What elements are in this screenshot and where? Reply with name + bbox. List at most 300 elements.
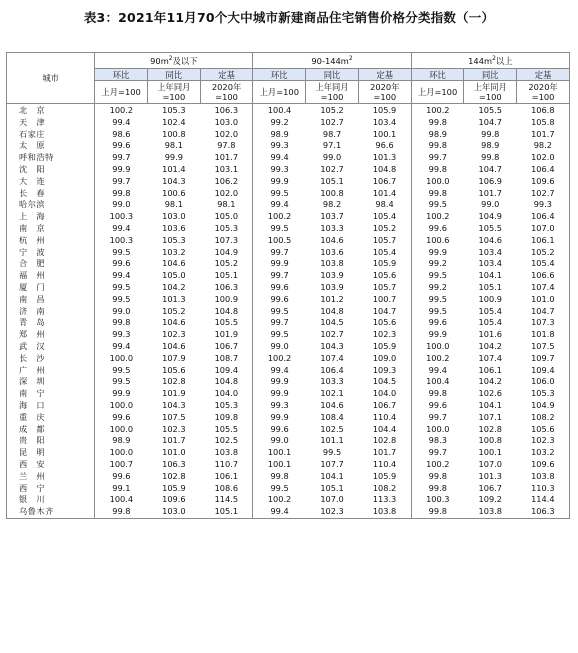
city-name: 呼和浩特 (7, 152, 95, 164)
index-value: 99.8 (411, 506, 464, 518)
index-value: 102.7 (320, 163, 344, 174)
index-value: 100.8 (478, 435, 502, 446)
city-name: 北 京 (7, 104, 95, 117)
index-value: 98.1 (217, 199, 236, 210)
index-value: 106.3 (214, 281, 239, 292)
index-value: 99.8 (481, 152, 500, 163)
index-value: 103.4 (478, 246, 502, 257)
base-same-month-last-year: 上年同月=100 (306, 81, 359, 104)
index-value: 100.7 (372, 293, 397, 304)
index-value: 102.3 (372, 329, 397, 340)
index-value: 100.2 (411, 104, 464, 117)
index-value: 100.0 (411, 176, 464, 188)
index-value: 98.6 (95, 129, 148, 141)
index-value: 99.8 (411, 388, 464, 400)
index-value: 107.9 (162, 352, 186, 363)
index-value: 103.3 (320, 376, 344, 387)
table-row (7, 376, 570, 388)
index-value: 105.1 (320, 175, 344, 186)
table-row (7, 258, 570, 270)
index-value: 105.4 (372, 246, 397, 257)
index-value: 104.3 (162, 175, 186, 186)
index-value: 99.3 (95, 329, 148, 341)
index-value: 106.2 (214, 175, 239, 186)
index-value: 106.0 (517, 376, 570, 388)
index-value: 100.6 (162, 187, 186, 198)
index-value: 99.9 (253, 376, 306, 388)
index-value: 102.8 (162, 376, 186, 387)
index-value: 99.6 (411, 400, 464, 412)
index-value: 107.0 (478, 458, 502, 469)
index-value: 104.2 (478, 340, 502, 351)
index-value: 102.7 (320, 329, 344, 340)
index-value: 100.6 (411, 235, 464, 247)
table-row (7, 341, 570, 353)
index-value: 105.9 (372, 258, 397, 269)
index-value: 100.2 (411, 353, 464, 365)
index-value: 101.8 (517, 329, 570, 341)
index-value: 99.9 (253, 258, 306, 270)
index-value: 105.0 (214, 211, 239, 222)
city-name: 福 州 (7, 270, 95, 282)
subheader-fixed: 定基 (200, 69, 253, 81)
table-row (7, 199, 570, 211)
index-value: 102.1 (320, 388, 344, 399)
index-value: 105.2 (372, 222, 397, 233)
index-value: 105.1 (214, 270, 239, 281)
index-value: 107.5 (517, 341, 570, 353)
index-value: 99.8 (411, 164, 464, 176)
index-value: 100.2 (253, 353, 306, 365)
index-value: 99.6 (411, 223, 464, 235)
city-name: 西 安 (7, 459, 95, 471)
index-value: 105.3 (214, 399, 239, 410)
index-value: 99.6 (253, 424, 306, 436)
index-value: 99.4 (253, 152, 306, 164)
subheader-yoy: 同比 (464, 69, 517, 81)
index-value: 99.8 (411, 483, 464, 495)
index-value: 105.5 (478, 105, 502, 115)
base-year-2020: 2020年=100 (517, 81, 570, 104)
index-value: 105.6 (517, 424, 570, 436)
table-row (7, 306, 570, 318)
base-previous-month: 上月=100 (95, 81, 148, 104)
index-value: 99.6 (253, 282, 306, 294)
city-name: 兰 州 (7, 471, 95, 483)
index-value: 103.0 (147, 506, 200, 518)
index-value: 99.9 (164, 152, 183, 163)
index-value: 109.6 (517, 459, 570, 471)
index-value: 107.4 (517, 282, 570, 294)
index-value: 99.9 (411, 247, 464, 259)
index-value: 100.9 (214, 293, 239, 304)
index-value: 104.9 (478, 211, 502, 222)
index-value: 103.7 (320, 211, 344, 222)
index-value: 106.4 (517, 164, 570, 176)
index-value: 106.3 (214, 105, 239, 115)
index-value: 99.8 (411, 117, 464, 129)
city-name: 南 宁 (7, 388, 95, 400)
index-value: 98.9 (481, 140, 500, 151)
index-value: 100.3 (411, 494, 464, 506)
city-column-header: 城市 (7, 53, 95, 104)
index-value: 105.4 (372, 211, 397, 222)
index-value: 104.3 (162, 399, 186, 410)
index-value: 99.4 (95, 117, 148, 129)
city-name: 贵 阳 (7, 435, 95, 447)
index-value: 104.6 (162, 258, 186, 269)
index-value: 99.3 (517, 199, 570, 211)
subheader-yoy: 同比 (147, 69, 200, 81)
index-value: 109.2 (478, 494, 502, 505)
city-name: 宁 波 (7, 247, 95, 259)
index-value: 99.7 (411, 412, 464, 424)
index-value: 100.8 (162, 128, 186, 139)
city-name: 青 岛 (7, 317, 95, 329)
index-value: 105.4 (517, 258, 570, 270)
city-name: 银 川 (7, 494, 95, 506)
index-value: 104.7 (372, 305, 397, 316)
base-same-month-last-year: 上年同月=100 (464, 81, 517, 104)
index-value: 102.3 (517, 435, 570, 447)
table-row (7, 388, 570, 400)
index-value: 99.9 (95, 388, 148, 400)
index-value: 107.3 (214, 234, 239, 245)
table-row (7, 270, 570, 282)
index-value: 99.7 (95, 176, 148, 188)
subheader-mom: 环比 (95, 69, 148, 81)
table-row (7, 104, 570, 117)
city-name: 乌鲁木齐 (7, 506, 95, 518)
index-value: 99.2 (253, 117, 306, 129)
index-value: 106.1 (517, 235, 570, 247)
table-row (7, 435, 570, 447)
index-value: 114.4 (517, 494, 570, 506)
index-value: 106.7 (478, 482, 502, 493)
index-value: 101.3 (372, 152, 397, 163)
table-title: 表3：2021年11月70个大中城市新建商品住宅销售价格分类指数（一） (83, 10, 495, 25)
table-row (7, 424, 570, 436)
index-value: 106.7 (372, 399, 397, 410)
index-value: 99.6 (411, 317, 464, 329)
index-value: 103.4 (478, 258, 502, 269)
index-value: 110.3 (517, 483, 570, 495)
index-value: 99.8 (95, 188, 148, 200)
index-value: 104.8 (372, 163, 397, 174)
index-value: 103.1 (214, 163, 239, 174)
index-value: 101.7 (372, 447, 397, 458)
table-row (7, 412, 570, 424)
index-value: 104.9 (214, 246, 239, 257)
index-value: 105.5 (214, 317, 239, 328)
index-value: 100.1 (372, 128, 397, 139)
index-value: 101.2 (320, 293, 344, 304)
index-value: 104.1 (478, 399, 502, 410)
index-value: 101.4 (162, 163, 186, 174)
index-value: 98.9 (411, 129, 464, 141)
index-value: 104.7 (478, 163, 502, 174)
index-value: 107.0 (517, 223, 570, 235)
index-value: 104.0 (214, 388, 239, 399)
index-value: 104.8 (214, 305, 239, 316)
index-value: 102.0 (214, 187, 239, 198)
index-value: 107.3 (517, 317, 570, 329)
index-value: 104.6 (320, 399, 344, 410)
index-value: 99.5 (253, 306, 306, 318)
city-name: 哈尔滨 (7, 199, 95, 211)
group-header-small: $90m^2$及以下 (95, 53, 253, 69)
table-row (7, 353, 570, 365)
table-row (7, 223, 570, 235)
index-value: 99.8 (481, 128, 500, 139)
index-value: 105.3 (517, 388, 570, 400)
index-value: 103.8 (517, 471, 570, 483)
table-row (7, 459, 570, 471)
index-value: 106.4 (517, 211, 570, 223)
index-value: 105.4 (478, 305, 502, 316)
index-value: 99.6 (95, 412, 148, 424)
table-row (7, 447, 570, 459)
city-name: 合 肥 (7, 258, 95, 270)
index-value: 102.0 (517, 152, 570, 164)
index-value: 101.3 (478, 470, 502, 481)
index-value: 105.3 (162, 105, 186, 115)
index-value: 102.5 (214, 435, 239, 446)
index-value: 105.3 (162, 234, 186, 245)
table-row (7, 129, 570, 141)
index-value: 99.8 (95, 506, 148, 518)
index-value: 105.1 (320, 482, 344, 493)
city-name: 南 昌 (7, 294, 95, 306)
table-row (7, 400, 570, 412)
index-value: 104.5 (372, 376, 397, 387)
index-value: 105.9 (162, 482, 186, 493)
table-row (7, 329, 570, 341)
index-value: 105.1 (478, 281, 502, 292)
index-value: 107.7 (320, 458, 344, 469)
table-row (7, 506, 570, 518)
table-row (7, 188, 570, 200)
index-value: 102.3 (162, 329, 186, 340)
index-value: 99.5 (411, 294, 464, 306)
index-value: 104.0 (372, 388, 397, 399)
index-value: 100.5 (253, 235, 306, 247)
index-value: 105.2 (214, 258, 239, 269)
city-name: 郑 州 (7, 329, 95, 341)
index-value: 99.1 (95, 483, 148, 495)
index-value: 105.9 (372, 470, 397, 481)
city-name: 重 庆 (7, 412, 95, 424)
index-value: 106.8 (517, 104, 570, 117)
index-value: 105.3 (214, 222, 239, 233)
index-value: 99.7 (411, 152, 464, 164)
index-value: 100.8 (320, 187, 344, 198)
subheader-mom: 环比 (253, 69, 306, 81)
index-value: 99.8 (411, 140, 464, 152)
index-value: 105.0 (162, 270, 186, 281)
index-value: 98.1 (164, 140, 183, 151)
index-value: 103.9 (320, 270, 344, 281)
index-value: 104.6 (320, 234, 344, 245)
index-value: 99.6 (95, 471, 148, 483)
index-value: 109.8 (214, 411, 239, 422)
index-value: 101.7 (162, 435, 186, 446)
city-name: 厦 门 (7, 282, 95, 294)
subheader-fixed: 定基 (358, 69, 411, 81)
city-name: 长 春 (7, 188, 95, 200)
index-value: 97.1 (322, 140, 342, 151)
index-value: 99.0 (481, 199, 500, 210)
index-value: 99.5 (253, 188, 306, 200)
index-value: 100.2 (253, 211, 306, 223)
index-value: 106.7 (372, 175, 397, 186)
index-value: 99.3 (253, 140, 306, 152)
index-value: 104.2 (478, 376, 502, 387)
index-value: 103.3 (320, 222, 344, 233)
index-value: 99.9 (253, 176, 306, 188)
index-value: 98.9 (95, 435, 148, 447)
index-value: 100.2 (253, 494, 306, 506)
index-value: 99.6 (253, 294, 306, 306)
index-value: 99.5 (95, 365, 148, 377)
index-value: 104.8 (214, 376, 239, 387)
index-value: 106.7 (214, 340, 239, 351)
index-value: 104.3 (320, 340, 344, 351)
index-value: 101.4 (372, 187, 397, 198)
index-value: 99.4 (95, 223, 148, 235)
index-value: 99.0 (253, 341, 306, 353)
index-value: 108.2 (517, 412, 570, 424)
index-value: 102.3 (306, 506, 359, 518)
index-value: 100.9 (478, 293, 502, 304)
index-value: 104.6 (162, 340, 186, 351)
index-value: 110.7 (214, 458, 239, 469)
index-value: 99.7 (411, 447, 464, 459)
index-value: 99.7 (253, 270, 306, 282)
index-value: 99.4 (253, 199, 306, 211)
index-value: 107.4 (478, 352, 502, 363)
index-value: 100.0 (95, 353, 148, 365)
index-value: 104.1 (478, 270, 502, 281)
index-value: 99.5 (95, 376, 148, 388)
index-value: 99.4 (95, 341, 148, 353)
price-index-table (6, 52, 570, 519)
index-value: 99.8 (411, 471, 464, 483)
table-row (7, 317, 570, 329)
index-value: 104.7 (517, 306, 570, 318)
table-row (7, 483, 570, 495)
index-value: 109.4 (214, 364, 239, 375)
index-value: 105.7 (372, 234, 397, 245)
index-value: 103.6 (162, 222, 186, 233)
table-row (7, 152, 570, 164)
index-value: 99.2 (411, 258, 464, 270)
city-name: 大 连 (7, 176, 95, 188)
index-value: 98.2 (517, 140, 570, 152)
index-value: 114.5 (214, 494, 239, 505)
index-value: 103.0 (214, 116, 239, 127)
index-value: 99.8 (411, 188, 464, 200)
index-value: 100.7 (95, 459, 148, 471)
index-value: 109.6 (517, 176, 570, 188)
index-value: 100.0 (95, 447, 148, 459)
index-value: 105.8 (517, 117, 570, 129)
index-value: 100.1 (253, 459, 306, 471)
index-value: 105.5 (478, 222, 502, 233)
index-value: 103.2 (517, 447, 570, 459)
index-value: 100.0 (95, 424, 148, 436)
index-value: 105.6 (372, 270, 397, 281)
index-value: 107.5 (162, 411, 186, 422)
index-value: 99.3 (253, 400, 306, 412)
index-value: 109.4 (517, 365, 570, 377)
index-value: 99.6 (95, 140, 148, 152)
table-row (7, 494, 570, 506)
index-value: 99.7 (95, 152, 148, 164)
city-name: 西 宁 (7, 483, 95, 495)
index-value: 102.8 (162, 470, 186, 481)
index-value: 106.9 (478, 175, 502, 186)
index-value: 103.8 (214, 447, 239, 458)
index-value: 105.6 (372, 317, 397, 328)
index-value: 99.4 (253, 365, 306, 377)
subheader-fixed: 定基 (517, 69, 570, 81)
index-value: 102.7 (517, 188, 570, 200)
index-value: 101.9 (214, 329, 239, 340)
index-value: 104.2 (162, 281, 186, 292)
index-value: 96.6 (375, 140, 394, 151)
index-value: 99.5 (411, 270, 464, 282)
index-value: 98.1 (164, 199, 183, 210)
city-name: 杭 州 (7, 235, 95, 247)
index-value: 97.8 (217, 140, 236, 151)
index-value: 100.0 (411, 424, 464, 436)
index-value: 98.7 (322, 128, 342, 139)
index-value: 99.5 (411, 306, 464, 318)
index-value: 109.7 (517, 353, 570, 365)
index-value: 99.8 (253, 471, 306, 483)
index-value: 101.7 (517, 129, 570, 141)
index-value: 110.4 (372, 458, 397, 469)
index-value: 107.4 (320, 352, 344, 363)
group-header-large: $144m^2$以上 (411, 53, 569, 69)
table-row (7, 117, 570, 129)
index-value: 99.5 (253, 483, 306, 495)
index-value: 104.8 (320, 305, 344, 316)
index-value: 98.4 (375, 199, 394, 210)
index-value: 99.5 (95, 247, 148, 259)
city-name: 沈 阳 (7, 164, 95, 176)
city-name: 武 汉 (7, 341, 95, 353)
index-value: 99.4 (411, 365, 464, 377)
index-value: 99.4 (253, 506, 306, 518)
index-value: 103.6 (320, 246, 344, 257)
table-row (7, 211, 570, 223)
index-value: 101.1 (320, 435, 344, 446)
index-value: 104.6 (162, 317, 186, 328)
index-value: 99.9 (253, 412, 306, 424)
table-row (7, 294, 570, 306)
index-value: 105.6 (162, 364, 186, 375)
city-name: 成 都 (7, 424, 95, 436)
index-value: 103.4 (372, 116, 397, 127)
index-value: 100.3 (95, 211, 148, 223)
index-value: 99.0 (253, 435, 306, 447)
index-value: 108.2 (372, 482, 397, 493)
index-value: 98.3 (411, 435, 464, 447)
index-value: 99.5 (411, 199, 464, 211)
index-value: 109.3 (372, 364, 397, 375)
